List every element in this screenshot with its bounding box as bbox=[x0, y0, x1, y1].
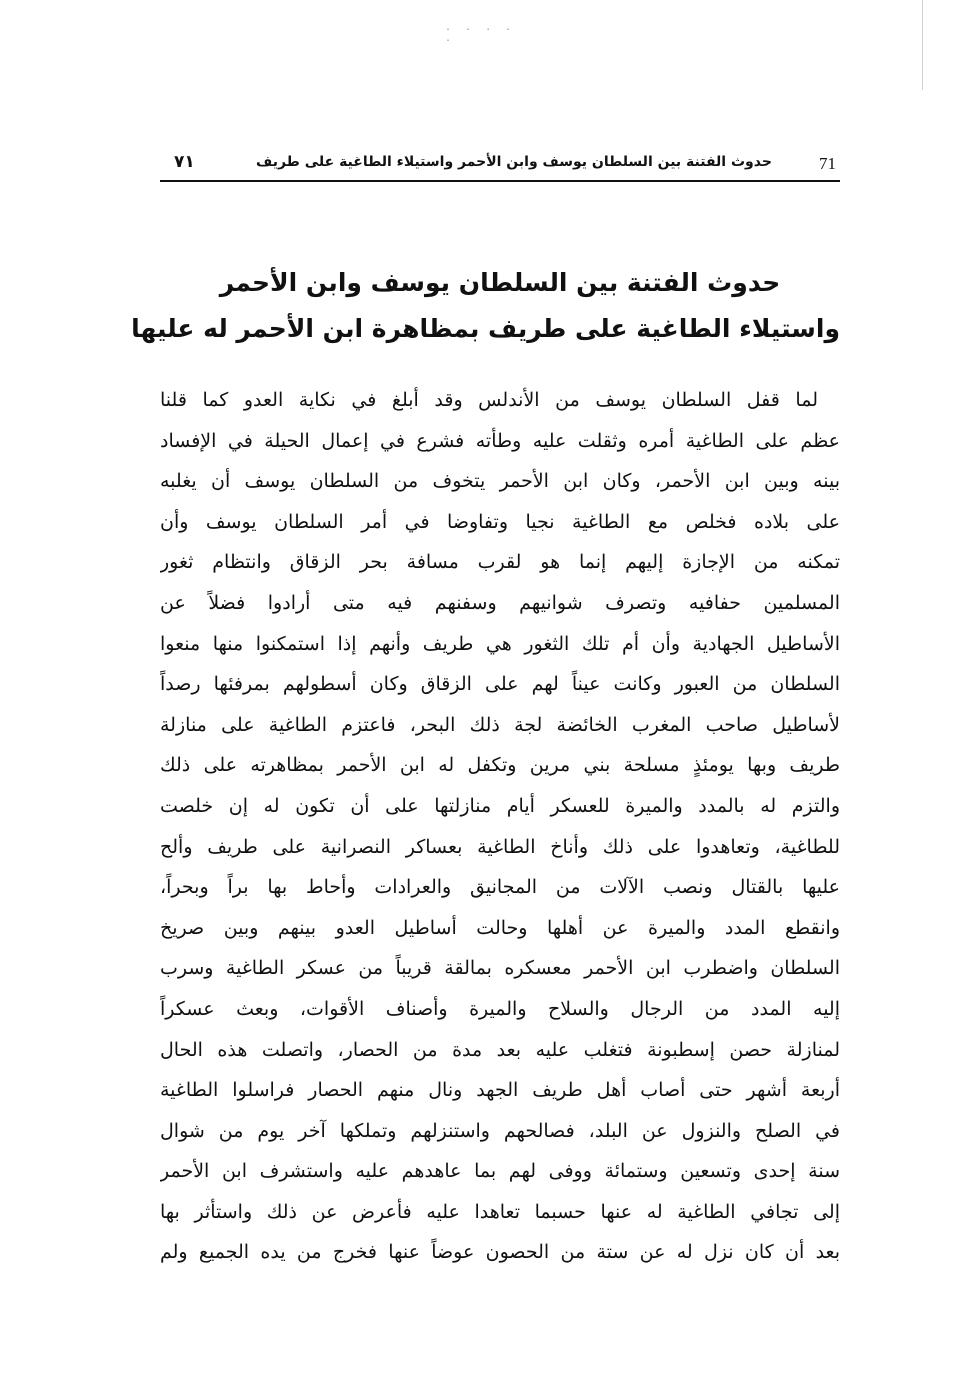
page-number-latin: 71 bbox=[819, 154, 836, 173]
body-line: عليها بالقتال ونصب الآلات من المجانيق والعرادات وأحاط بها براً وبحراً، bbox=[160, 876, 840, 899]
body-line: عظم على الطاغية أمره وثقلت عليه وطأته فشرع في إعمال الحيلة في الإفساد bbox=[160, 429, 840, 452]
body-line: إلى تجافي الطاغية له عنها حسبما تعاهدا عليه فأعرض عن ذلك واستأثر بها bbox=[160, 1200, 840, 1223]
body-line: والتزم له بالمدد والميرة للعسكر أيام منازلتها على أن تكون له إن خلصت bbox=[160, 794, 840, 817]
scan-specks: . . . . . bbox=[445, 22, 516, 44]
scan-edge-line bbox=[922, 0, 923, 90]
running-header bbox=[160, 140, 840, 182]
body-line: لما قفل السلطان يوسف من الأندلس وقد أبلغ في نكاية العدو كما قلنا bbox=[160, 389, 818, 411]
book-page bbox=[131, 140, 840, 1273]
body-line: تمكنه من الإجازة إليهم إنما هو لقرب مسافة بحر الزقاق وانتظام ثغور bbox=[160, 551, 840, 574]
body-line: في الصلح والنزول عن البلد، فصالحهم واستنزلهم وتملكها آخر يوم من شوال bbox=[160, 1119, 840, 1142]
page-number-arabic: ٧١ bbox=[174, 152, 195, 172]
body-line: أربعة أشهر حتى أصاب أهل طريف الجهد ونال منهم الحصار فراسلوا الطاغية bbox=[160, 1079, 840, 1102]
body-line: على بلاده فخلص مع الطاغية نجيا وتفاوضا في أمر السلطان يوسف وأن bbox=[160, 510, 840, 533]
chapter-title bbox=[131, 260, 840, 352]
running-title: حدوث الفتنة بين السلطان يوسف وابن الأحمر واستيلاء الطاغية على طريف bbox=[256, 154, 772, 170]
body-line: السلطان واضطرب ابن الأحمر معسكره بمالقة قريباً من عسكر الطاغية وسرب bbox=[160, 957, 840, 980]
body-line: سنة إحدى وتسعين وستمائة ووفى لهم بما عاهدهم عليه واستشرف ابن الأحمر bbox=[160, 1160, 840, 1183]
body-line: السلطان من العبور وكانت عيناً لهم على الزقاق وكان أسطولهم بمرفئها رصداً bbox=[160, 673, 840, 696]
body-line: للطاغية، وتعاهدوا على ذلك وأناخ الطاغية بعساكر النصرانية على طريف وألح bbox=[160, 835, 840, 858]
body-line: بعد أن كان نزل له عن ستة من الحصون عوضاً عنها فخرج من يده الجميع ولم bbox=[160, 1241, 840, 1264]
body-line: وانقطع المدد والميرة عن أهلها وحالت أساطيل العدو بينهم وبين صريخ bbox=[160, 916, 840, 939]
body-line: طريف وبها يومئذٍ مسلحة بني مرين وتكفل له ابن الأحمر بمظاهرته على ذلك bbox=[160, 754, 840, 777]
chapter-title-line-2: واستيلاء الطاغية على طريف بمظاهرة ابن الأحمر له عليها bbox=[131, 314, 840, 343]
body-text bbox=[160, 380, 840, 1273]
body-line: إليه المدد من الرجال والسلاح والميرة وأصناف الأقوات، وبعث عسكراً bbox=[160, 997, 840, 1020]
chapter-title-line-1: حدوث الفتنة بين السلطان يوسف وابن الأحمر bbox=[219, 268, 781, 297]
body-line: المسلمين حفافيه وتصرف شوانيهم وسفنهم فيه متى أرادوا فضلاً عن bbox=[160, 591, 840, 614]
body-line: بينه وبين ابن الأحمر، وكان ابن الأحمر يتخوف من السلطان يوسف أن يغلبه bbox=[160, 470, 840, 493]
body-line: الأساطيل الجهادية وأن أم تلك الثغور هي طريف وأنهم إذا استمكنوا منها منعوا bbox=[160, 632, 840, 655]
body-line: لمنازلة حصن إسطبونة فتغلب عليه بعد مدة من الحصار، واتصلت هذه الحال bbox=[160, 1038, 840, 1061]
body-line: لأساطيل صاحب المغرب الخائضة لجة ذلك البحر، فاعتزم الطاغية على منازلة bbox=[160, 713, 840, 736]
